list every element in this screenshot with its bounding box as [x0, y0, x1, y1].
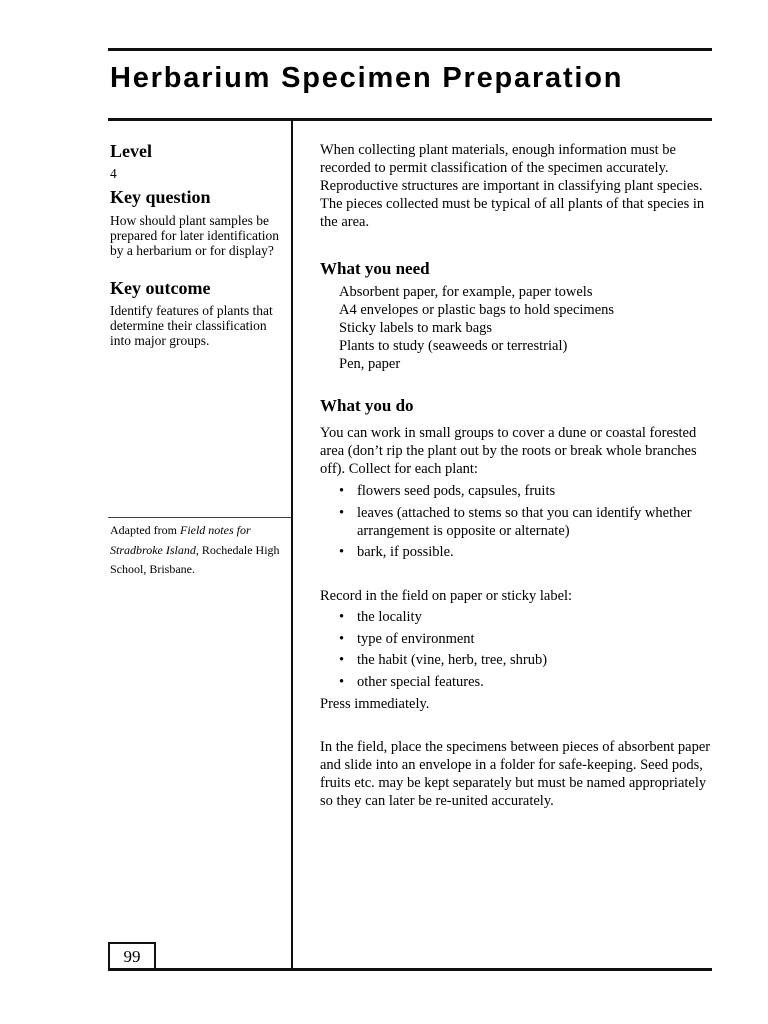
credit-source-title: Field notes for Stradbroke Island [110, 523, 251, 557]
source-credit [110, 521, 290, 580]
collect-list [320, 482, 712, 565]
sidebar-divider [108, 517, 291, 518]
key-question-heading: Key question [110, 187, 211, 207]
level-value: 4 [110, 166, 117, 181]
need-item: Pen, paper [339, 356, 401, 372]
need-item: Sticky labels to mark bags [339, 320, 493, 336]
field-paragraph: In the field, place the specimens between pieces of absorbent paper and slide into an envelope in a folder for safe-keeping. Seed pods, fruits etc. may be kept separately but must be named appropriately so they can later be re-united accurately. [320, 739, 711, 809]
need-heading: What you need [320, 259, 430, 278]
key-outcome-text: Identify features of plants that determine their classification into major groups. [110, 303, 273, 348]
collect-item: • flowers seed pods, capsules, fruits [320, 482, 712, 500]
do-paragraph: You can work in small groups to cover a dune or coastal forested area (don’t rip the plant out by the roots or break whole branches off). Collect for each plant: [320, 425, 697, 477]
key-outcome-heading: Key outcome [110, 278, 211, 298]
credit-suffix: , Rochedale High School, Brisbane. [110, 542, 280, 576]
key-question-text: How should plant samples be prepared for later identification by a herbarium or for display? [110, 213, 280, 258]
page-title: Herbarium Specimen Preparation [110, 62, 624, 94]
collect-item: • leaves (attached to stems so that you can identify whether arrangement is opposite or alternate) [320, 504, 712, 540]
page-number: 99 [108, 942, 156, 970]
record-item: • type of environment [320, 630, 712, 648]
need-item: A4 envelopes or plastic bags to hold specimens [339, 302, 615, 318]
column-divider [291, 120, 293, 970]
record-item: • other special features. [320, 673, 712, 691]
intro-paragraph: When collecting plant materials, enough information must be recorded to permit classification of the specimen accurately. Reproductive structures are important in classifying plant species. The pieces collected must be typical of all plants of that species in the area. [320, 142, 705, 230]
top-rule [108, 48, 712, 51]
press-paragraph: Press immediately. [320, 696, 430, 712]
need-item: Plants to study (seaweeds or terrestrial) [339, 338, 568, 354]
bottom-rule [108, 968, 712, 971]
level-heading: Level [110, 141, 152, 161]
record-paragraph: Record in the field on paper or sticky label: [320, 588, 573, 604]
title-rule [108, 118, 712, 121]
need-item: Absorbent paper, for example, paper towels [339, 284, 593, 300]
record-list [320, 608, 712, 694]
need-list [320, 283, 731, 373]
collect-item: • bark, if possible. [320, 543, 712, 561]
record-item: • the locality [320, 608, 712, 626]
do-heading: What you do [320, 396, 414, 415]
credit-prefix: Adapted from [110, 523, 180, 537]
record-item: • the habit (vine, herb, tree, shrub) [320, 651, 712, 669]
